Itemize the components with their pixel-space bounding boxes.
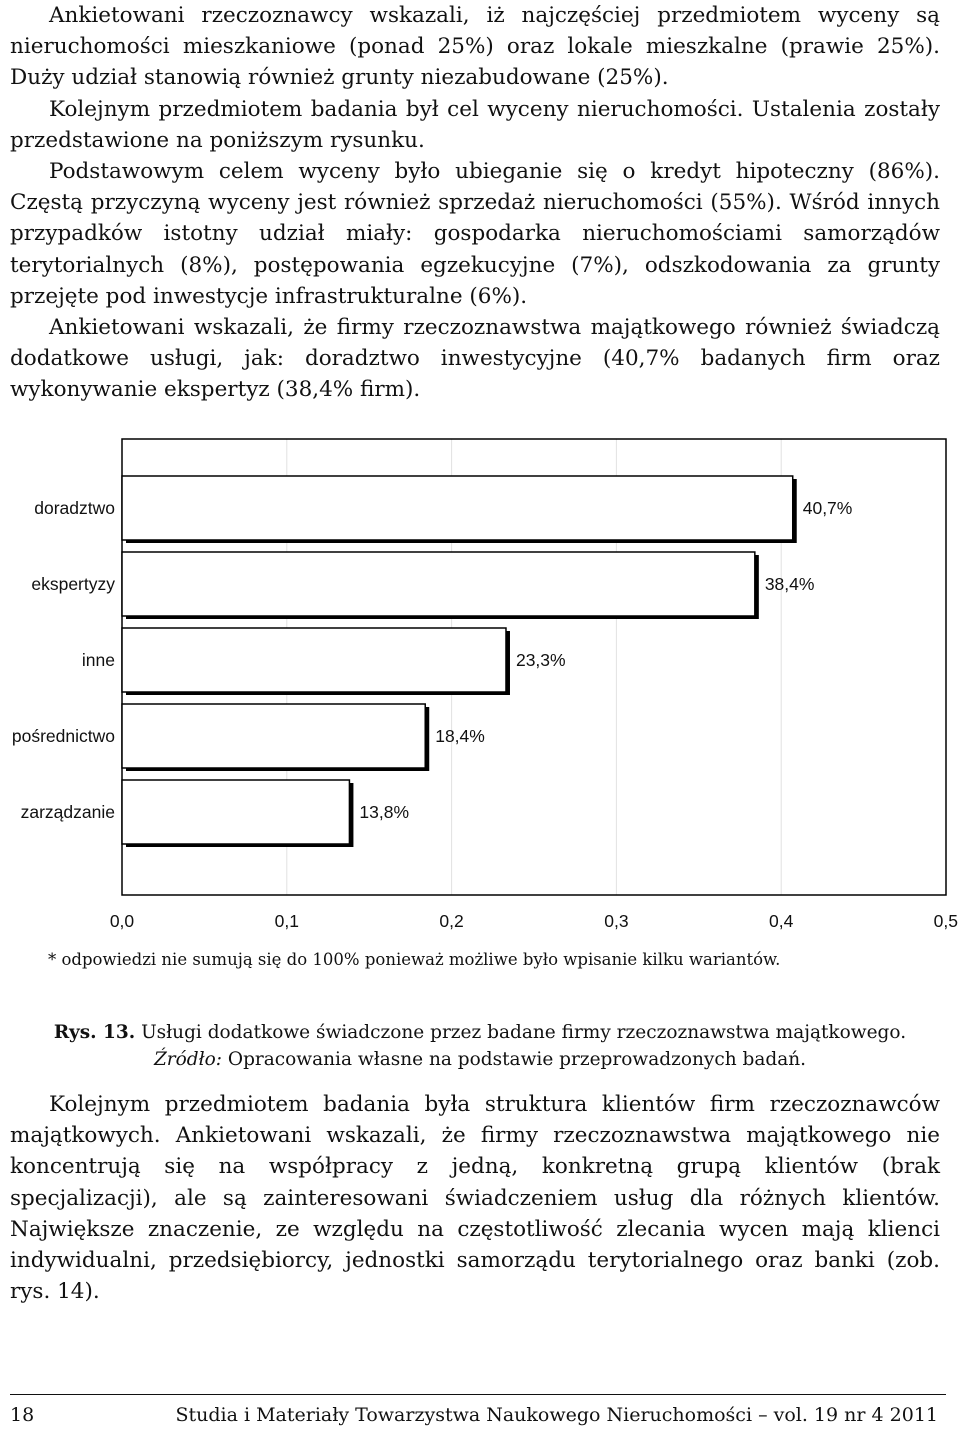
tick-label: 0,3 xyxy=(604,911,629,931)
caption-text: Usługi dodatkowe świadczone przez badane firmy rzeczoznawstwa majątkowego. xyxy=(135,1022,907,1043)
data-label: 18,4% xyxy=(435,726,485,746)
bar xyxy=(122,552,755,616)
journal-footer: Studia i Materiały Towarzystwa Naukowego Nieruchomości – vol. 19 nr 4 2011 xyxy=(175,1404,938,1426)
source-label: Źródło: xyxy=(153,1049,223,1070)
category-label: inne xyxy=(81,650,115,670)
bar xyxy=(122,628,506,692)
paragraph: Podstawowym celem wyceny było ubieganie się o kredyt hipoteczny (86%). Częstą przyczyną wyceny jest również sprzedaż nieruchomości (55%). Wśród innych przypadków istotny udział miały: gospodarka nieruchomościami samorządów terytorialnych (8%), postępowania egzekucyjne (7%), odszkodowania za grunty przejęte pod inwestycje infrastrukturalne (6%). xyxy=(10,159,940,309)
caption-label: Rys. 13. xyxy=(53,1022,136,1043)
category-label: doradztwo xyxy=(34,498,115,518)
tick-label: 0,0 xyxy=(109,911,135,931)
chart-canvas xyxy=(0,430,960,950)
source-text: Opracowania własne na podstawie przeprowadzonych badań. xyxy=(222,1049,807,1070)
paragraph: Kolejnym przedmiotem badania był cel wyceny nieruchomości. Ustalenia zostały przedstawione na poniższym rysunku. xyxy=(10,96,940,153)
paragraph: Ankietowani wskazali, że firmy rzeczoznawstwa majątkowego również świadczą dodatkowe usługi, jak: doradztwo inwestycyjne (40,7% badanych firm oraz wykonywanie ekspertyz (38,4% firm). xyxy=(10,315,940,403)
figure-note: * odpowiedzi nie sumują się do 100% ponieważ możliwe było wpisanie kilku wariantów. xyxy=(48,950,781,969)
page-number: 18 xyxy=(10,1404,35,1426)
paragraph: Ankietowani rzeczoznawcy wskazali, iż najczęściej przedmiotem wyceny są nieruchomości mieszkaniowe (ponad 25%) oraz lokale mieszkalne (prawie 25%). Duży udział stanowią również grunty niezabudowane (25%). xyxy=(10,3,940,91)
tick-label: 0,5 xyxy=(933,911,958,931)
footer-divider xyxy=(10,1394,946,1395)
figure-caption xyxy=(0,1022,960,1043)
data-label: 40,7% xyxy=(802,498,853,518)
bar xyxy=(122,704,425,768)
tick-label: 0,2 xyxy=(439,911,464,931)
bottom-text-block xyxy=(10,1089,940,1307)
category-label: zarządzanie xyxy=(20,802,115,822)
bar xyxy=(122,476,793,540)
bar xyxy=(122,780,349,844)
tick-label: 0,1 xyxy=(274,911,299,931)
data-label: 13,8% xyxy=(359,802,410,822)
figure-source xyxy=(0,1049,960,1070)
data-label: 23,3% xyxy=(515,650,566,670)
data-label: 38,4% xyxy=(764,574,815,594)
top-text-block xyxy=(10,0,940,406)
tick-label: 0,4 xyxy=(769,911,794,931)
services-bar-chart xyxy=(0,430,960,950)
category-label: pośrednictwo xyxy=(11,726,115,746)
category-label: ekspertyzy xyxy=(31,574,115,594)
paragraph: Kolejnym przedmiotem badania była struktura klientów firm rzeczoznawców majątkowych. Ankietowani wskazali, że firmy rzeczoznawstwa majątkowego nie koncentrują się na współpracy z jedną, konkretną grupą klientów (brak specjalizacji), ale są zainteresowani świadczeniem usług dla różnych klientów. Największe znaczenie, ze względu na częstotliwość zlecania wycen mają klienci indywidualni, przedsiębiorcy, jednostki samorządu terytorialnego oraz banki (zob. rys. 14). xyxy=(10,1092,940,1305)
